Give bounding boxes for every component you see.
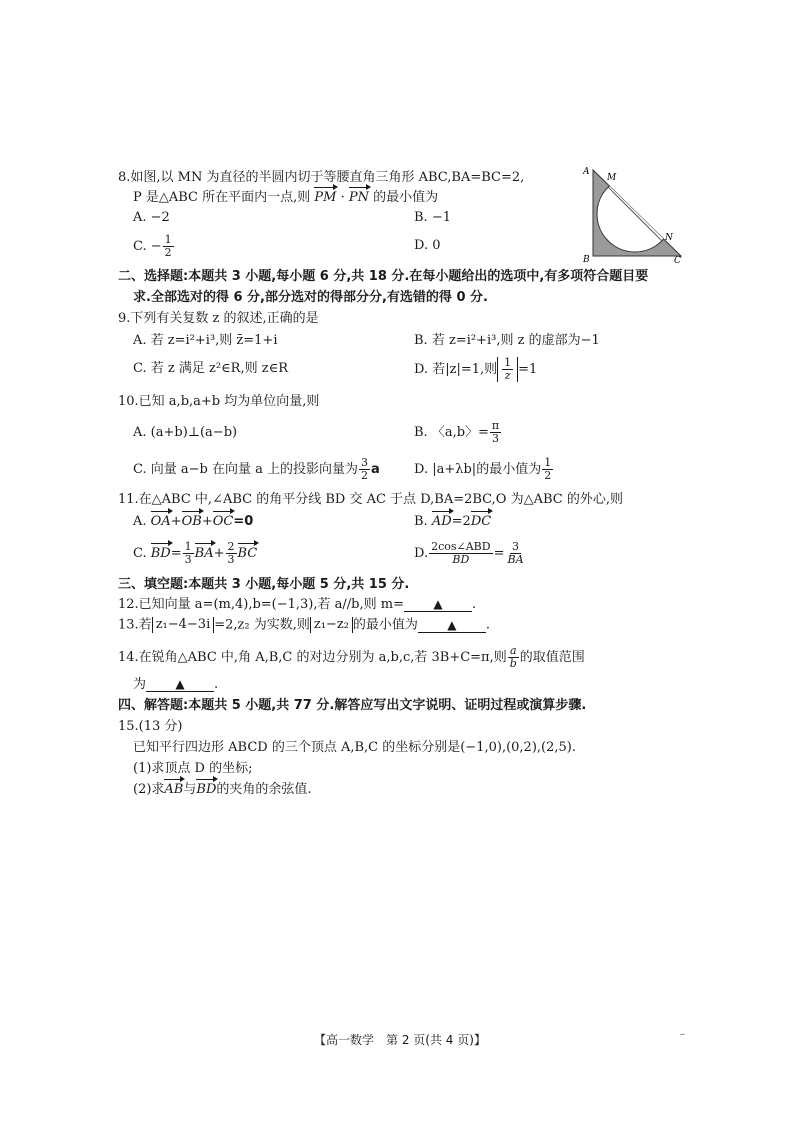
- q12-line: [118, 597, 476, 613]
- section4-heading: 四、解答题:本题共 5 小题,共 77 分.解答应写出文字说明、证明过程或演算步骤.: [118, 698, 587, 713]
- q13-stem-a: 13.若: [118, 617, 152, 633]
- q8-option-b: B. −1: [414, 210, 451, 225]
- q9-option-a: A. 若 z=i²+i³,则 z̄=1+i: [133, 333, 278, 348]
- label-c: C: [674, 256, 681, 264]
- answer-blank[interactable]: ▲: [418, 618, 486, 633]
- footer-dash: –: [680, 1029, 685, 1040]
- q8-option-c-prefix: C. −: [133, 239, 162, 254]
- q15-part1: (1)求顶点 D 的坐标;: [133, 761, 253, 776]
- q15-part2-a: (2)求: [133, 782, 165, 797]
- answer-blank[interactable]: ▲: [404, 597, 472, 612]
- q11-option-d-prefix: D.: [414, 546, 429, 561]
- q8-stem-line2: [133, 190, 438, 206]
- q11-option-c-prefix: C.: [133, 546, 151, 561]
- vector-pn: PN: [348, 190, 369, 205]
- q15-part2-b: 的夹角的余弦值.: [216, 782, 312, 797]
- numerator: π: [491, 419, 500, 432]
- denominator: BA: [507, 553, 524, 566]
- vector-bd: BD: [196, 782, 217, 797]
- section2-heading-line2: 求.全部选对的得 6 分,部分选对的得部分分,有选错的得 0 分.: [133, 290, 488, 305]
- plus-sign: +: [213, 546, 225, 561]
- fraction: [490, 420, 501, 445]
- q10-stem: 10.已知 a,b,a+b 均为单位向量,则: [118, 394, 320, 409]
- q9-option-d-prefix: D. 若|z|=1,则: [414, 362, 498, 377]
- numerator: 1: [164, 233, 172, 246]
- section2-heading-line1: 二、选择题:本题共 3 小题,每小题 6 分,共 18 分.在每小题给出的选项中,有多项符合题目要: [118, 269, 649, 284]
- label-a: A: [583, 167, 590, 177]
- abs-bars: z₁−z₂: [310, 617, 353, 633]
- q11-stem: 11.在△ABC 中,∠ABC 的角平分线 BD 交 AC 于点 D,BA=2BC,O 为△ABC 的外心,则: [118, 492, 623, 507]
- numerator: 1: [544, 456, 552, 469]
- plus-sign: +: [170, 514, 182, 529]
- vector-oc: OC: [212, 514, 234, 529]
- q10-option-b: [414, 420, 502, 445]
- period: .: [214, 677, 219, 692]
- denominator: 3: [492, 432, 500, 445]
- denominator: 2: [544, 469, 552, 482]
- q11-option-c: [133, 541, 257, 566]
- denominator: BD: [452, 553, 470, 566]
- q9-stem: 9.下列有关复数 z 的叙述,正确的是: [118, 311, 319, 326]
- q13-stem-c: 的最小值为: [352, 617, 418, 633]
- q8-figure: [583, 164, 683, 264]
- fraction: [508, 645, 519, 670]
- answer-blank[interactable]: ▲: [146, 677, 214, 692]
- numerator: 1: [504, 356, 512, 369]
- q10-option-c-prefix: C. 向量 a−b 在向量 a 上的投影向量为: [133, 462, 358, 477]
- section3-heading: 三、填空题:本题共 3 小题,每小题 5 分,共 15 分.: [118, 577, 410, 592]
- vector-oa: OA: [150, 514, 171, 529]
- fraction: [502, 357, 513, 382]
- period: .: [471, 597, 477, 612]
- q11-option-b: [414, 514, 491, 530]
- q8-option-c: [133, 234, 175, 259]
- q9-option-d-suffix: =1: [518, 362, 538, 377]
- q10-option-a: A. (a+b)⊥(a−b): [133, 425, 238, 440]
- equals-sign: =: [170, 546, 182, 561]
- q11-option-b-prefix: B.: [414, 514, 432, 529]
- denominator: 2: [361, 469, 368, 482]
- q12-stem: 12.已知向量 a=(m,4),b=(−1,3),若 a//b,则 m=: [118, 597, 404, 612]
- denominator: 3: [227, 553, 235, 566]
- fraction: [359, 457, 370, 482]
- q10-option-c: [133, 457, 380, 482]
- q10-option-d-prefix: D. |a+λb|的最小值为: [414, 462, 542, 477]
- q10-option-b-prefix: B. 〈a,b〉=: [414, 425, 489, 440]
- numerator: a: [509, 644, 517, 657]
- q14-line1: [118, 645, 585, 670]
- fraction: [542, 457, 553, 482]
- denominator: z: [504, 369, 511, 382]
- q9-option-c: C. 若 z 满足 z²∈R,则 z∈R: [133, 361, 288, 376]
- q8-stem-text: P 是△ABC 所在平面内一点,则: [133, 190, 315, 205]
- fraction: [506, 541, 526, 566]
- denominator: 3: [184, 553, 192, 566]
- vector-ba: BA: [194, 546, 214, 561]
- abs-bars: [497, 357, 518, 382]
- vector-ad: AD: [431, 514, 452, 529]
- vector-ob: OB: [181, 514, 202, 529]
- dot-operator: ·: [336, 190, 349, 205]
- q14-stem-b: 的取值范围: [519, 650, 585, 665]
- q8-option-d: D. 0: [414, 238, 441, 253]
- label-b: B: [583, 255, 590, 264]
- numerator: 3: [361, 456, 368, 469]
- q15-title: 15.(13 分): [118, 719, 183, 734]
- numerator: 2cos∠ABD: [431, 540, 491, 553]
- q11-option-d: [414, 541, 527, 566]
- plus-sign: +: [201, 514, 213, 529]
- q11-option-a-suffix: =0: [233, 514, 254, 529]
- q14-stem-line2: 为: [133, 677, 147, 692]
- q10-option-c-suffix: a: [371, 462, 380, 477]
- q13-line: [118, 617, 490, 634]
- vector-dc: DC: [470, 514, 492, 529]
- abs-bars: z₁−4−3i: [152, 617, 215, 633]
- label-m: M: [607, 173, 617, 183]
- fraction: [429, 541, 493, 566]
- q14-stem-a: 14.在锐角△ABC 中,角 A,B,C 的对边分别为 a,b,c,若 3B+C=π,则: [118, 650, 507, 665]
- numerator: 2: [227, 540, 235, 553]
- q11-option-a: [133, 514, 253, 530]
- label-n: N: [665, 233, 673, 243]
- vector-bd: BD: [150, 546, 171, 561]
- q11-option-a-prefix: A.: [133, 514, 151, 529]
- equals-two: =2: [451, 514, 471, 529]
- q8-option-a: A. −2: [133, 210, 170, 225]
- q14-line2: [133, 677, 218, 693]
- q13-stem-b: =2,z₂ 为实数,则: [214, 617, 310, 633]
- q15-part2: [133, 782, 312, 798]
- fraction: [163, 234, 174, 259]
- vector-pm: PM: [314, 190, 337, 205]
- vector-ab: AB: [164, 782, 184, 797]
- q9-option-d: [414, 357, 537, 382]
- q15-part2-mid: 与: [183, 782, 197, 797]
- q10-option-d: [414, 457, 554, 482]
- period: .: [485, 617, 491, 633]
- q8-stem-tail: 的最小值为: [369, 190, 439, 205]
- numerator: 1: [184, 540, 192, 553]
- fraction: [183, 541, 194, 566]
- denominator: b: [509, 657, 517, 670]
- fraction: [226, 541, 237, 566]
- page-footer: 【高一数学 第 2 页(共 4 页)】: [314, 1033, 486, 1047]
- q9-option-b: B. 若 z=i²+i³,则 z 的虚部为−1: [414, 333, 600, 348]
- q15-stem: 已知平行四边形 ABCD 的三个顶点 A,B,C 的坐标分别是(−1,0),(0,2),(2,5).: [133, 740, 576, 755]
- denominator: 2: [164, 246, 172, 259]
- equals-sign: =: [493, 546, 505, 561]
- numerator: 3: [512, 540, 520, 553]
- vector-bc: BC: [237, 546, 258, 561]
- q8-stem-line1: 8.如图,以 MN 为直径的半圆内切于等腰直角三角形 ABC,BA=BC=2,: [118, 170, 525, 185]
